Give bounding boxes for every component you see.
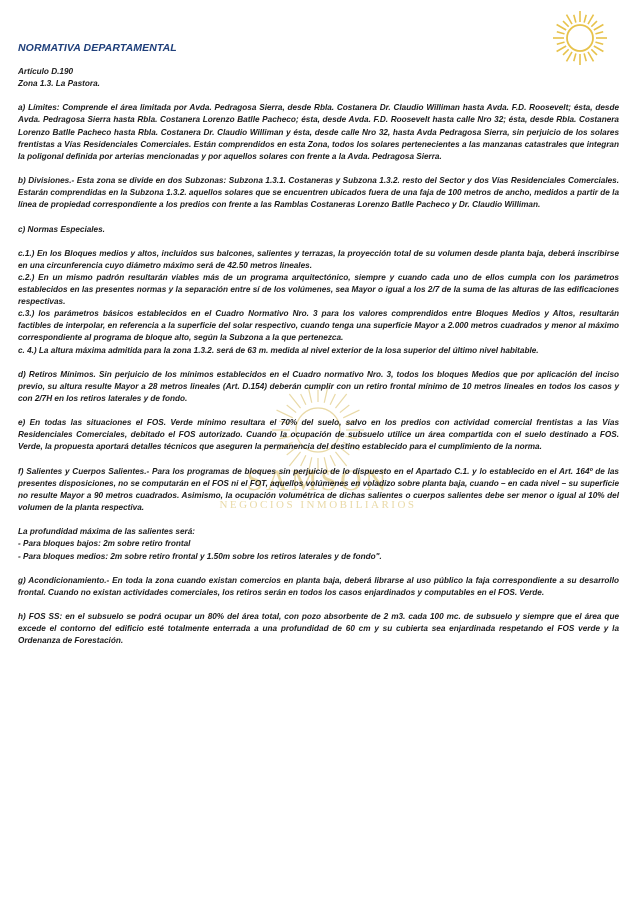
zone-title: Zona 1.3. La Pastora.: [18, 79, 100, 89]
paragraph-list: [18, 102, 619, 647]
paragraph: a) Límites: Comprende el área limitada por Avda. Pedragosa Sierra, desde Rbla. Costanera Dr. Claudio Williman hasta Avda. F.D. Roosevelt; ésta, desde Avda. Pedragosa Sierra hasta Rbla. Costanera Lorenzo Batlle Pacheco; ésta, desde Avda. F.D. Roosevelt hasta calle Nro 32; ésta, desde Rbla. Costanera Lorenzo Batlle Pacheco hasta Rbla. Costanera Dr. Claudio Williman y ésta, desde calle Nro 32, hasta Avda Pedragosa Sierra, sin perjuicio de los solares frentistas a Vías Residenciales Comerciales. Están comprendidos en esta Zona, todos los solares pertenecientes a las manzanas catastrales que integran la poligonal definida por arterias mencionadas y por aquellos solares con frente a la Avda. Pedragosa Sierra.: [18, 103, 619, 161]
paragraph: h) FOS SS: en el subsuelo se podrá ocupar un 80% del área total, con pozo absorbente de 2 m3. cada 100 mc. de subsuelo y siempre que el área que excede el contorno del edificio esté totalmente enterrada a una profundidad de 60 cm y su cubierta sea enjardinada respetando el FOS verde y la Ordenanza de Forestación.: [18, 612, 619, 646]
watermark-word: SAMSON: [246, 464, 390, 497]
paragraph: b) Divisiones.- Esta zona se divide en dos Subzonas: Subzona 1.3.1. Costaneras y Subzona 1.3.2. resto del Sector y dos Vías Residenciales Comerciales. Estarán comprendidas en la Subzona 1.3.2. aquellos solares que se encuentren ubicados fuera de una faja de 100 metros de ancho, medidos a partir de la línea de propiedad correspondiente a los predios con frente a las Ramblas Costaneras Lorenzo Batlle Pacheco y Dr. Claudio Williman.: [18, 176, 619, 210]
paragraph: c.3.) los parámetros básicos establecidos en el Cuadro Normativo Nro. 3 para los valores comprendidos entre Bloques Medios y Altos, resultarán factibles de interpolar, en referencia a la superficie del solar respectivo, cuando tenga una superficie Mayor a 2.000 metros cuadrados y menor al máximo correspondiente al programa de bloque alto, según la Subzona a la que pertenezca.: [18, 309, 619, 343]
paragraph: f) Salientes y Cuerpos Salientes.- Para los programas de bloques sin perjuicio de lo dispuesto en el Apartado C.1. y lo establecido en el Art. 164º de las presentes disposiciones, no se computarán en el FOS ni el FOT, aquellos volúmenes en voladizo sobre planta baja, cuando – en cada nivel – su superficie no resulte Mayor a 90 metros cuadrados. Asimismo, la ocupación volumétrica de dichas salientes o cuerpos salientes debe ser menor o igual al 10% del volumen de la planta respectiva.: [18, 466, 619, 513]
paragraph: e) En todas las situaciones el FOS. Verde mínimo resultara el 70% del suelo, salvo en los predios con actividad comercial frentistas a las Vías Residenciales Comerciales, debitado el FOS autorizado. Cuando la ocupación de subsuelo utilice un área compartida con el suelo destinado a FOS. Verde, la propuesta aportará detalles técnicos que aseguren la permanencia del destino establecido para el cumplimiento de la norma.: [18, 418, 619, 452]
paragraph: d) Retiros Mínimos. Sin perjuicio de los mínimos establecidos en el Cuadro normativo Nro. 3, todos los bloques Medios que por aplicación del inciso previo, su altura resulte Mayor a 28 metros lineales (Art. D.154) deberán cumplir con un retiro frontal mínimo de 10 metros lineales en todos los casos y con 2/7H en los retiros laterales y de fondo.: [18, 369, 619, 403]
paragraph: c. 4.) La altura máxima admitida para la zona 1.3.2. será de 63 m. medida al nivel exterior de la losa superior del último nivel habitable.: [18, 345, 539, 355]
article-number: Artículo D.190: [18, 67, 74, 76]
paragraph: - Para bloques bajos: 2m sobre retiro frontal: [18, 539, 191, 549]
document-body: [18, 66, 619, 647]
paragraph: g) Acondicionamiento.- En toda la zona cuando existan comercios en planta baja, deberá librarse al uso público la faja correspondiente a su desarrollo frontal. Cuando no existan actividades comerciales, los retiros serán en todos los casos enjardinados y computables en el FOS. Verde.: [18, 575, 619, 597]
paragraph: c.2.) En un mismo padrón resultarán viables más de un programa arquitectónico, siempre y cuando cada uno de ellos cumpla con los parámetros establecidos en las presentes normas y la separación entre sí de los volúmenes, sea Mayor o igual a los 2/7 de la suma de las alturas de las edificaciones respectivas.: [18, 272, 619, 307]
watermark-subtitle: NEGOCIOS INMOBILIARIOS: [219, 499, 417, 511]
paragraph: - Para bloques medios: 2m sobre retiro frontal y 1.50m sobre los retiros laterales y de fondo".: [18, 551, 382, 561]
sun-logo-icon: [552, 10, 608, 66]
paragraph: c) Normas Especiales.: [18, 224, 105, 234]
page-title: NORMATIVA DEPARTAMENTAL: [18, 42, 177, 54]
paragraph: La profundidad máxima de las salientes será:: [18, 527, 196, 537]
paragraph: c.1.) En los Bloques medios y altos, incluidos sus balcones, salientes y terrazas, la proyección total de su volumen desde planta baja, deberá inscribirse en una circunferencia cuyo diámetro máximo será de 42.50 metros lineales.: [18, 248, 619, 270]
